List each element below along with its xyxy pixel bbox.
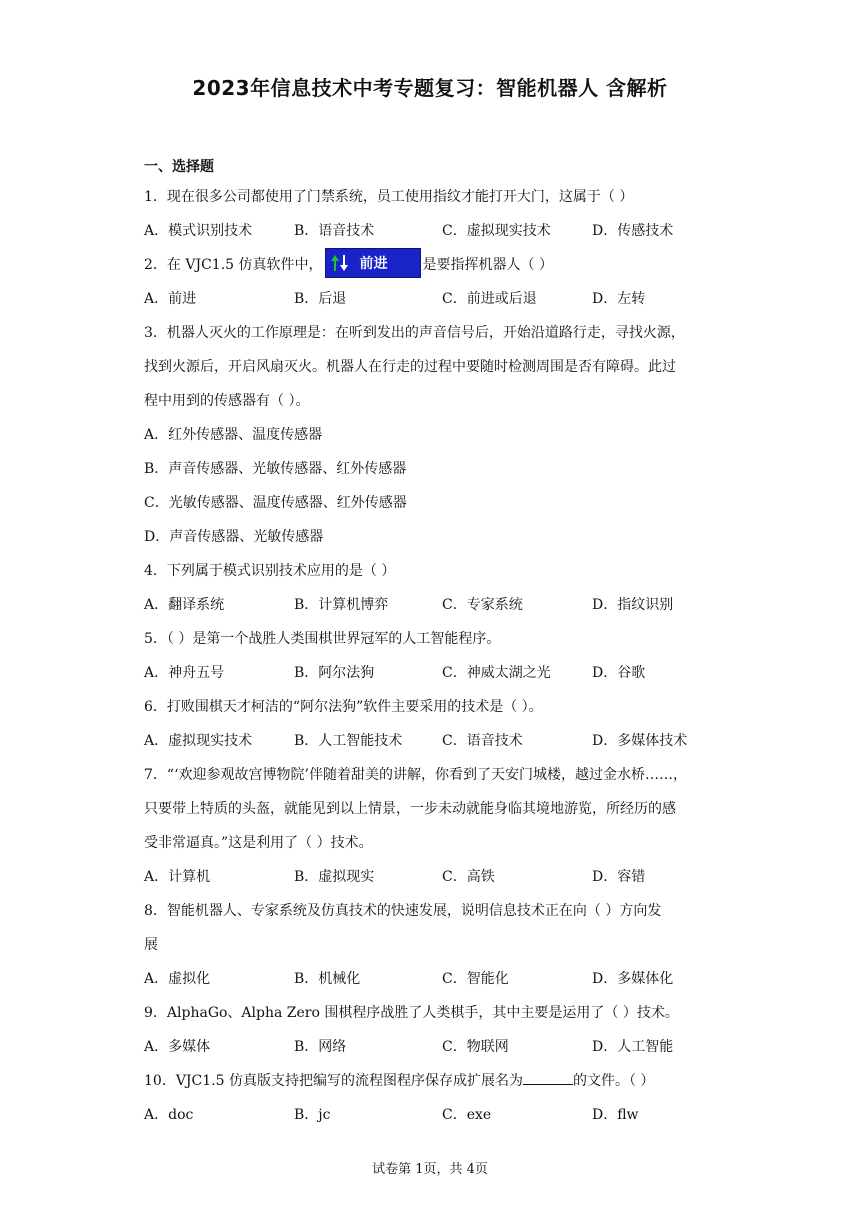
- question-9: 9．AlphaGo、Alpha Zero 围棋程序战胜了人类棋手，其中主要是运用了（ ）技术。: [144, 1005, 679, 1021]
- question-10-options: [144, 1098, 724, 1132]
- option-b: B．虚拟现实: [294, 869, 375, 885]
- option-d: D．谷歌: [592, 665, 646, 681]
- question-5-options: [144, 656, 724, 690]
- option-b: B．网络: [294, 1039, 347, 1055]
- option-c: C．智能化: [442, 971, 509, 987]
- question-6: 6．打败围棋天才柯洁的“阿尔法狗”软件主要采用的技术是（ ）。: [144, 699, 543, 715]
- option-d: D．多媒体技术: [592, 733, 688, 749]
- option-b: B．阿尔法狗: [294, 665, 375, 681]
- question-list: [144, 154, 724, 1132]
- question-2: [144, 248, 724, 282]
- question-1: 1．现在很多公司都使用了门禁系统，员工使用指纹才能打开大门，这属于（ ）: [144, 189, 634, 205]
- option-a: A．红外传感器、温度传感器: [144, 427, 323, 443]
- option-b: B．声音传感器、光敏传感器、红外传感器: [144, 461, 407, 477]
- option-a: A．翻译系统: [144, 597, 225, 613]
- option-a: A．神舟五号: [144, 665, 225, 681]
- option-b: B．jc: [294, 1107, 331, 1123]
- option-d: D．容错: [592, 869, 646, 885]
- forward-command-label: 前进: [359, 256, 388, 272]
- option-d: D．左转: [592, 291, 646, 307]
- page-footer: 试卷第 1页，共 4页: [372, 1162, 488, 1177]
- option-b: B．机械化: [294, 971, 361, 987]
- option-c: C．语音技术: [442, 733, 523, 749]
- option-c: C．虚拟现实技术: [442, 223, 551, 239]
- option-a: A．前进: [144, 291, 197, 307]
- option-b: B．语音技术: [294, 223, 375, 239]
- question-3-line-1: 3．机器人灭火的工作原理是：在听到发出的声音信号后，开始沿道路行走，寻找火源，: [144, 325, 685, 341]
- document-title: 2023年信息技术中考专题复习：智能机器人 含解析: [192, 76, 668, 100]
- section-heading: 一、选择题: [144, 159, 214, 175]
- question-10-prefix: 10．VJC1.5 仿真版支持把编写的流程图程序保存成扩展名为: [144, 1073, 523, 1089]
- option-c: C．前进或后退: [442, 291, 537, 307]
- question-9-options: [144, 1030, 724, 1064]
- question-4-options: [144, 588, 724, 622]
- option-d: D．人工智能: [592, 1039, 674, 1055]
- option-c: C．光敏传感器、温度传感器、红外传感器: [144, 495, 407, 511]
- option-d: D．传感技术: [592, 223, 674, 239]
- question-5: 5．（ ）是第一个战胜人类围棋世界冠军的人工智能程序。: [144, 631, 501, 647]
- question-2-prefix: 2．在 VJC1.5 仿真软件中，: [144, 257, 323, 273]
- question-7-line-2: 只要带上特质的头盔，就能见到以上情景，一步未动就能身临其境地游览，所经历的感: [144, 801, 676, 817]
- question-3-line-2: 找到火源后，开启风扇灭火。机器人在行走的过程中要随时检测周围是否有障碍。此过: [144, 359, 676, 375]
- question-7-line-1: 7．“‘欢迎参观故宫博物院’伴随着甜美的讲解，你看到了天安门城楼，越过金水桥……，: [144, 767, 687, 783]
- question-2-options: [144, 282, 724, 316]
- option-a: A．doc: [144, 1107, 194, 1123]
- option-c: C．exe: [442, 1107, 492, 1123]
- option-a: A．多媒体: [144, 1039, 211, 1055]
- option-d: D．多媒体化: [592, 971, 674, 987]
- option-a: A．模式识别技术: [144, 223, 253, 239]
- question-6-options: [144, 724, 724, 758]
- option-d: D．flw: [592, 1107, 639, 1123]
- question-4: 4．下列属于模式识别技术应用的是（ ）: [144, 563, 396, 579]
- question-7-line-3: 受非常逼真。”这是利用了（ ）技术。: [144, 835, 373, 851]
- option-c: C．物联网: [442, 1039, 509, 1055]
- option-c: C．高铁: [442, 869, 495, 885]
- question-10-suffix: 的文件。（ ）: [572, 1073, 655, 1089]
- option-c: C．专家系统: [442, 597, 523, 613]
- option-a: A．计算机: [144, 869, 211, 885]
- option-a: A．虚拟现实技术: [144, 733, 253, 749]
- question-3-line-3: 程中用到的传感器有（ ）。: [144, 393, 310, 409]
- question-2-suffix: 是要指挥机器人（ ）: [422, 257, 553, 273]
- option-b: B．后退: [294, 291, 347, 307]
- question-7-options: [144, 860, 724, 894]
- option-d: D．指纹识别: [592, 597, 674, 613]
- question-8-line-2: 展: [144, 937, 158, 953]
- question-8-line-1: 8．智能机器人、专家系统及仿真技术的快速发展，说明信息技术正在向（ ）方向发: [144, 903, 662, 919]
- fill-in-blank: [523, 1070, 573, 1085]
- question-10: [144, 1064, 724, 1098]
- option-b: B．计算机博弈: [294, 597, 389, 613]
- option-a: A．虚拟化: [144, 971, 211, 987]
- forward-command-button: [325, 248, 421, 278]
- option-d: D．声音传感器、光敏传感器: [144, 529, 324, 545]
- up-down-arrows-icon: [330, 253, 350, 273]
- question-1-options: [144, 214, 724, 248]
- question-8-options: [144, 962, 724, 996]
- option-c: C．神威太湖之光: [442, 665, 551, 681]
- option-b: B．人工智能技术: [294, 733, 403, 749]
